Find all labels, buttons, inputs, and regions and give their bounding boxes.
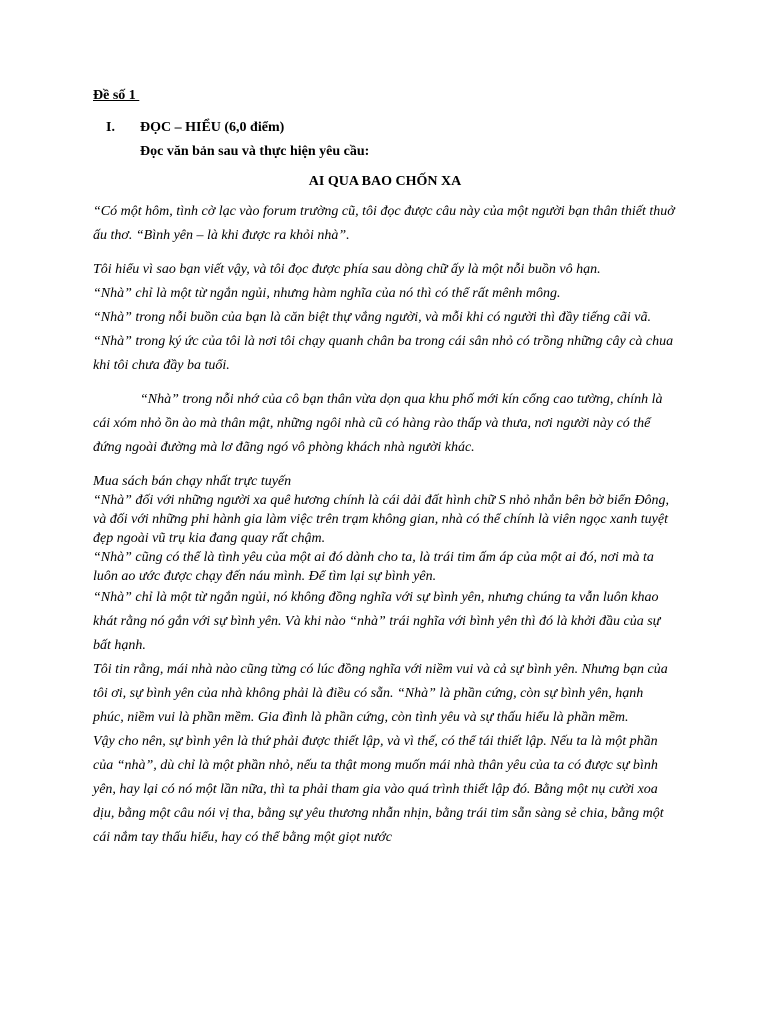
- section-heading: [93, 118, 677, 138]
- passage-paragraph: “Nhà” đối với những người xa quê hương chính là cái dải đất hình chữ S nhỏ nhắn bên bờ biển Đông, và đối với những phi hành gia làm việc trên trạm không gian, nhà có thể chính là viên ngọc xanh tuyệt đẹp ngoài vũ trụ kia đang quay rất chậm.: [93, 493, 670, 546]
- passage-paragraph: “Nhà” trong nỗi buồn của bạn là căn biệt thự vắng người, và mỗi khi có người thì đầy tiếng cãi vã.: [93, 310, 651, 325]
- passage-title: AI QUA BAO CHỐN XA: [308, 174, 462, 189]
- passage-paragraph: Mua sách bán chạy nhất trực tuyến: [93, 474, 292, 489]
- passage-paragraph: “Nhà” cũng có thể là tình yêu của một ai đó dành cho ta, là trái tim ấm áp của một ai đó, nơi mà ta luôn ao ước được chạy đến náu mình. Để tìm lại sự bình yên.: [93, 550, 654, 584]
- passage-block-1: [93, 200, 677, 460]
- section-heading-text: ĐỌC – HIỂU (6,0 điểm): [140, 120, 285, 135]
- passage-paragraph: Tôi hiểu vì sao bạn viết vậy, và tôi đọc được phía sau dòng chữ ấy là một nỗi buồn vô hạn.: [93, 262, 601, 277]
- passage-block-2: [93, 472, 677, 586]
- document-page: [93, 86, 677, 850]
- passage-paragraph: “Nhà” chỉ là một từ ngắn ngủi, nó không đồng nghĩa với sự bình yên, nhưng chúng ta vẫn luôn khao khát rằng nó gắn với sự bình yên. Và khi nào “nhà” trái nghĩa với bình yên thì đó là khởi đầu của sự bất hạnh.: [93, 590, 661, 653]
- passage-paragraph: “Nhà” chỉ là một từ ngắn ngủi, nhưng hàm nghĩa của nó thì có thể rất mênh mông.: [93, 286, 561, 301]
- exam-title: Đề số 1: [93, 88, 140, 103]
- passage-paragraph: “Nhà” trong ký ức của tôi là nơi tôi chạy quanh chân ba trong cái sân nhỏ có trồng những cây cà chua khi tôi chưa đầy ba tuổi.: [93, 334, 674, 373]
- section-instruction: Đọc văn bản sau và thực hiện yêu cầu:: [140, 144, 370, 159]
- passage-paragraph: Tôi tin rằng, mái nhà nào cũng từng có lúc đồng nghĩa với niềm vui và cả sự bình yên. Nhưng bạn của tôi ơi, sự bình yên của nhà không phải là điều có sẵn. “Nhà” là phần cứng, còn sự bình yên, hạnh phúc, niềm vui là phần mềm. Gia đình là phần cứng, còn tình yêu và sự thấu hiểu là phần mềm.: [93, 662, 668, 725]
- passage-paragraph: “Nhà” trong nỗi nhớ của cô bạn thân vừa dọn qua khu phố mới kín cổng cao tường, chính là cái xóm nhỏ ồn ào mà thân mật, những ngôi nhà cũ có hàng rào thấp và thưa, nơi người này có thể đứng ngoài đường mà lơ đãng ngó vô phòng khách nhà người khác.: [93, 392, 663, 455]
- passage-paragraph: Vậy cho nên, sự bình yên là thứ phải được thiết lập, và vì thế, có thể tái thiết lập. Nếu ta là một phần của “nhà”, dù chỉ là một phần nhỏ, nếu ta thật mong muốn mái nhà thân yêu của ta có được sự bình yên, hay lại có nó một lần nữa, thì ta phải tham gia vào quá trình thiết lập đó. Bằng một nụ cười xoa dịu, bằng một câu nói vị tha, bằng sự yêu thương nhẫn nhịn, bằng trái tim sẵn sàng sẻ chia, bằng một cái nắm tay thấu hiểu, hay có thể bằng một giọt nước: [93, 734, 664, 845]
- passage-block-3: [93, 586, 677, 850]
- section-number: I.: [106, 120, 115, 135]
- passage-paragraph: “Có một hôm, tình cờ lạc vào forum trường cũ, tôi đọc được câu này của một người bạn thân thiết thuở ấu thơ. “Bình yên – là khi được ra khỏi nhà”.: [93, 204, 675, 243]
